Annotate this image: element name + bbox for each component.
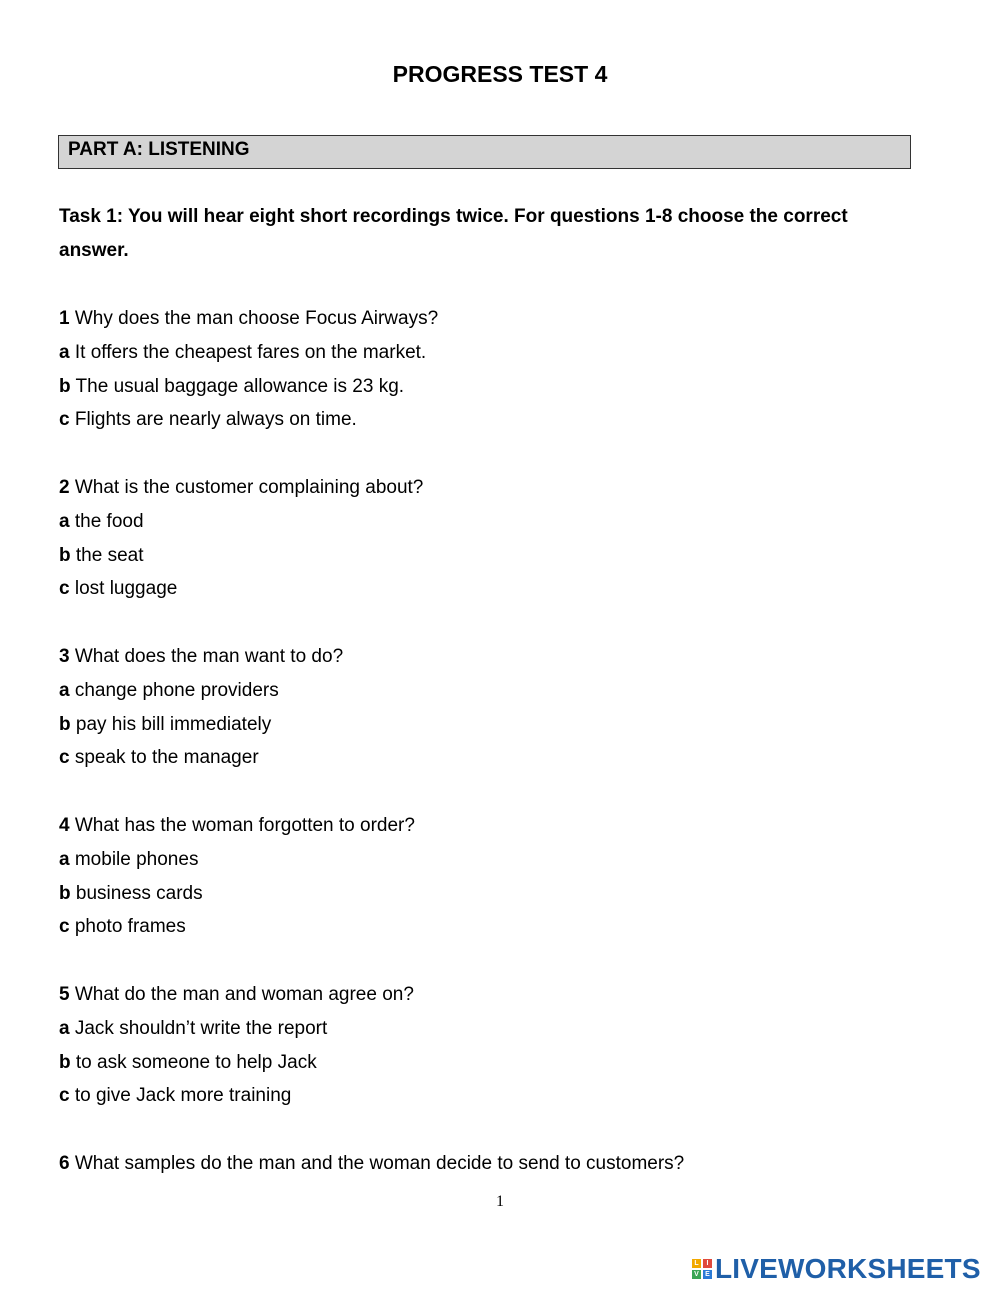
question-number: 2 <box>59 476 70 498</box>
question-gap <box>59 606 939 640</box>
question-gap <box>59 437 939 471</box>
question-2 <box>59 471 939 505</box>
answer-option-5c[interactable] <box>59 1079 939 1113</box>
question-5 <box>59 978 939 1012</box>
question-text: What is the customer complaining about? <box>74 476 424 498</box>
answer-option-1c[interactable] <box>59 403 939 437</box>
question-6 <box>59 1147 939 1181</box>
option-letter: a <box>59 341 70 363</box>
answer-option-5a[interactable] <box>59 1012 939 1046</box>
option-text: lost luggage <box>74 578 178 600</box>
answer-option-4a[interactable] <box>59 843 939 877</box>
option-text: mobile phones <box>74 848 199 870</box>
option-text: business cards <box>75 882 203 904</box>
question-number: 3 <box>59 645 70 667</box>
question-text: What has the woman forgotten to order? <box>74 814 415 836</box>
question-number: 1 <box>59 308 70 329</box>
liveworksheets-logo[interactable] <box>692 1253 981 1285</box>
option-text: change phone providers <box>74 679 279 701</box>
question-gap <box>59 944 939 978</box>
option-letter: b <box>59 713 71 735</box>
option-letter: c <box>59 916 70 938</box>
option-letter: a <box>59 510 70 532</box>
question-3 <box>59 640 939 674</box>
option-letter: b <box>59 544 71 566</box>
option-text: speak to the manager <box>74 747 259 769</box>
task-instructions: Task 1: You will hear eight short recordings twice. For questions 1-8 choose the correct answer. <box>59 206 848 261</box>
question-4 <box>59 809 939 843</box>
answer-option-5b[interactable] <box>59 1046 939 1080</box>
question-1 <box>59 302 939 336</box>
option-text: the seat <box>75 544 144 566</box>
logo-mark-icon <box>692 1259 712 1279</box>
option-letter: a <box>59 1017 70 1039</box>
page-title: PROGRESS TEST 4 <box>392 61 608 87</box>
question-number: 4 <box>59 814 70 836</box>
answer-option-4b[interactable] <box>59 877 939 911</box>
option-text: to give Jack more training <box>74 1085 292 1107</box>
option-letter: a <box>59 848 70 870</box>
answer-option-2a[interactable] <box>59 505 939 539</box>
section-heading-box <box>58 135 911 169</box>
question-gap <box>59 1113 939 1147</box>
option-text: to ask someone to help Jack <box>75 1051 317 1073</box>
question-text: What does the man want to do? <box>74 645 344 667</box>
option-letter: c <box>59 578 70 600</box>
logo-mark-tile: V <box>692 1270 701 1279</box>
option-text: The usual baggage allowance is 23 kg. <box>75 375 405 397</box>
question-gap <box>59 775 939 809</box>
question-list <box>59 302 939 1181</box>
option-letter: c <box>59 747 70 769</box>
question-text: What samples do the man and the woman decide to send to customers? <box>74 1152 685 1174</box>
option-letter: a <box>59 679 70 701</box>
option-text: pay his bill immediately <box>75 713 272 735</box>
answer-option-3b[interactable] <box>59 708 939 742</box>
option-letter: b <box>59 882 71 904</box>
logo-mark-tile: I <box>703 1259 712 1268</box>
option-letter: c <box>59 409 70 431</box>
brand-name: LIVEWORKSHEETS <box>715 1253 981 1284</box>
option-letter: b <box>59 1051 71 1073</box>
question-number: 6 <box>59 1152 70 1174</box>
answer-option-2c[interactable] <box>59 572 939 606</box>
logo-mark-tile: E <box>703 1270 712 1279</box>
option-text: Flights are nearly always on time. <box>74 409 357 431</box>
section-heading: PART A: LISTENING <box>68 139 250 160</box>
answer-option-3a[interactable] <box>59 674 939 708</box>
answer-option-1a[interactable] <box>59 336 939 370</box>
answer-option-2b[interactable] <box>59 539 939 573</box>
option-text: photo frames <box>74 916 186 938</box>
logo-mark-tile: L <box>692 1259 701 1268</box>
answer-option-3c[interactable] <box>59 741 939 775</box>
question-text: Why does the man choose Focus Airways? <box>74 308 439 329</box>
question-number: 5 <box>59 983 70 1005</box>
option-letter: b <box>59 375 71 397</box>
page-number: 1 <box>496 1193 504 1210</box>
answer-option-1b[interactable] <box>59 370 939 404</box>
answer-option-4c[interactable] <box>59 910 939 944</box>
option-text: Jack shouldn’t write the report <box>74 1017 328 1039</box>
option-letter: c <box>59 1085 70 1107</box>
option-text: the food <box>74 510 144 532</box>
option-text: It offers the cheapest fares on the market. <box>74 341 427 363</box>
question-text: What do the man and woman agree on? <box>74 983 414 1005</box>
